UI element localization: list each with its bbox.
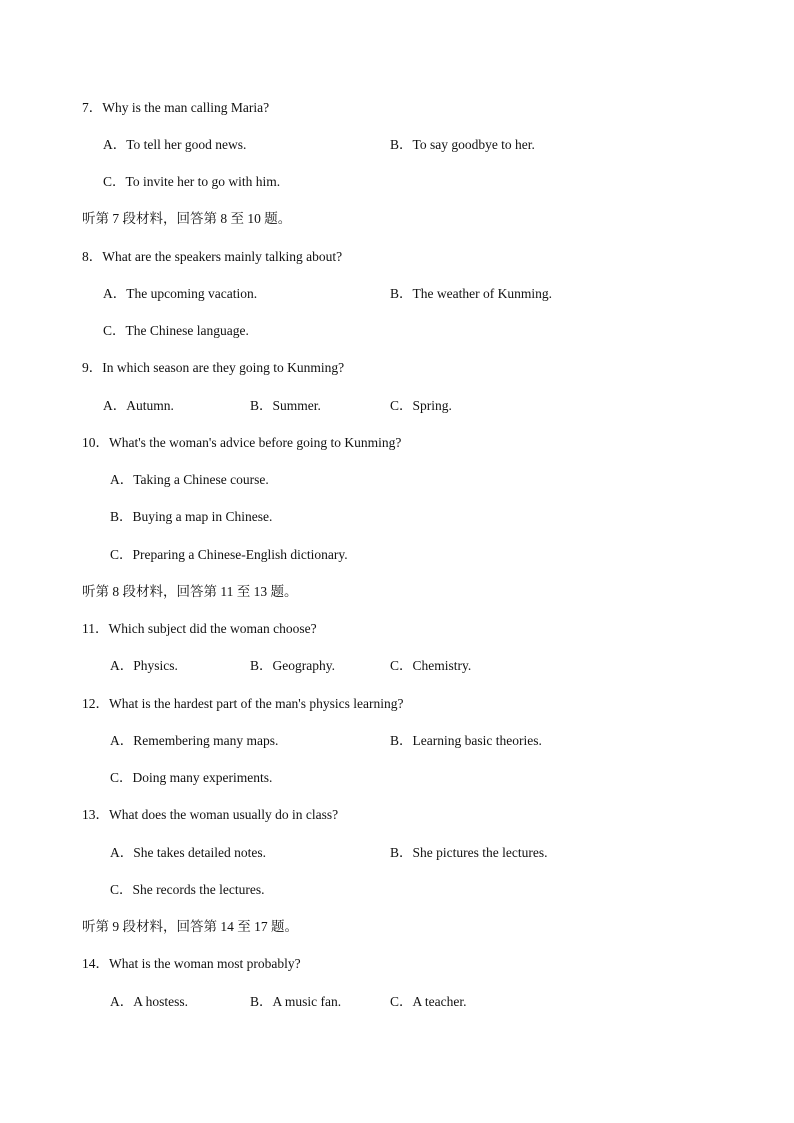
option-label: A． bbox=[103, 398, 127, 413]
question-number: 14． bbox=[82, 956, 109, 971]
answer-option-b[interactable] bbox=[390, 286, 552, 302]
question-text: What is the hardest part of the man's physics learning? bbox=[109, 696, 404, 711]
answer-option-b[interactable] bbox=[250, 994, 341, 1010]
answer-option-a[interactable] bbox=[110, 658, 178, 674]
option-text: Summer. bbox=[272, 398, 321, 413]
answer-option-c[interactable] bbox=[390, 994, 467, 1010]
question-stem bbox=[82, 807, 338, 823]
option-label: B． bbox=[250, 994, 273, 1009]
option-text: Taking a Chinese course. bbox=[133, 472, 269, 487]
question-text: What is the woman most probably? bbox=[109, 956, 301, 971]
question-text: In which season are they going to Kunming? bbox=[102, 360, 345, 375]
question-stem bbox=[82, 100, 269, 116]
option-text: Remembering many maps. bbox=[133, 733, 279, 748]
option-text: She records the lectures. bbox=[132, 882, 265, 897]
option-text: To say goodbye to her. bbox=[412, 137, 535, 152]
option-text: To invite her to go with him. bbox=[125, 174, 281, 189]
question-stem bbox=[82, 621, 317, 637]
answer-option-c[interactable] bbox=[110, 882, 264, 898]
answer-option-a[interactable] bbox=[110, 472, 269, 488]
answer-option-a[interactable] bbox=[110, 994, 188, 1010]
option-text: Preparing a Chinese-English dictionary. bbox=[132, 547, 348, 562]
option-text: Doing many experiments. bbox=[132, 770, 273, 785]
answer-option-a[interactable] bbox=[110, 733, 278, 749]
option-text: Chemistry. bbox=[412, 658, 472, 673]
option-text: Geography. bbox=[272, 658, 335, 673]
question-text: Why is the man calling Maria? bbox=[102, 100, 270, 115]
question-text: What are the speakers mainly talking about? bbox=[102, 249, 343, 264]
answer-option-c[interactable] bbox=[110, 547, 348, 563]
option-label: B． bbox=[250, 398, 273, 413]
answer-option-a[interactable] bbox=[103, 286, 257, 302]
option-text: Spring. bbox=[412, 398, 452, 413]
question-text: Which subject did the woman choose? bbox=[108, 621, 317, 636]
question-number: 12． bbox=[82, 696, 109, 711]
option-label: A． bbox=[110, 472, 134, 487]
question-stem bbox=[82, 956, 301, 972]
question-stem bbox=[82, 696, 403, 712]
option-label: A． bbox=[103, 286, 127, 301]
answer-option-c[interactable] bbox=[390, 398, 452, 414]
answer-option-a[interactable] bbox=[110, 845, 266, 861]
answer-option-b[interactable] bbox=[390, 845, 547, 861]
option-text: Physics. bbox=[133, 658, 178, 673]
option-label: A． bbox=[103, 137, 127, 152]
option-label: C． bbox=[390, 658, 413, 673]
option-text: She takes detailed notes. bbox=[133, 845, 266, 860]
option-text: The upcoming vacation. bbox=[126, 286, 258, 301]
option-label: C． bbox=[103, 174, 126, 189]
option-text: Autumn. bbox=[126, 398, 174, 413]
section-instruction: 听第 9 段材料，回答第 14 至 17 题。 bbox=[82, 919, 298, 934]
option-label: B． bbox=[390, 845, 413, 860]
option-label: A． bbox=[110, 733, 134, 748]
option-label: C． bbox=[390, 994, 413, 1009]
option-text: She pictures the lectures. bbox=[412, 845, 548, 860]
option-label: B． bbox=[390, 733, 413, 748]
question-number: 9． bbox=[82, 360, 103, 375]
answer-option-a[interactable] bbox=[103, 137, 246, 153]
answer-option-a[interactable] bbox=[103, 398, 174, 414]
option-text: Learning basic theories. bbox=[412, 733, 542, 748]
question-number: 11． bbox=[82, 621, 109, 636]
answer-option-b[interactable] bbox=[110, 509, 272, 525]
option-label: C． bbox=[390, 398, 413, 413]
option-label: C． bbox=[110, 882, 133, 897]
answer-option-b[interactable] bbox=[250, 398, 321, 414]
question-number: 13． bbox=[82, 807, 109, 822]
answer-option-b[interactable] bbox=[390, 137, 535, 153]
question-number: 7． bbox=[82, 100, 103, 115]
option-text: A teacher. bbox=[412, 994, 467, 1009]
question-stem bbox=[82, 435, 401, 451]
question-text: What's the woman's advice before going to Kunming? bbox=[109, 435, 402, 450]
answer-option-c[interactable] bbox=[103, 323, 249, 339]
question-number: 8． bbox=[82, 249, 103, 264]
option-label: B． bbox=[250, 658, 273, 673]
option-label: A． bbox=[110, 658, 134, 673]
option-text: To tell her good news. bbox=[126, 137, 247, 152]
answer-option-b[interactable] bbox=[390, 733, 542, 749]
option-label: B． bbox=[110, 509, 133, 524]
option-label: B． bbox=[390, 137, 413, 152]
option-text: Buying a map in Chinese. bbox=[132, 509, 273, 524]
section-instruction: 听第 8 段材料，回答第 11 至 13 题。 bbox=[82, 584, 298, 599]
question-number: 10． bbox=[82, 435, 109, 450]
option-text: The Chinese language. bbox=[125, 323, 249, 338]
answer-option-c[interactable] bbox=[110, 770, 272, 786]
option-label: A． bbox=[110, 845, 134, 860]
option-text: The weather of Kunming. bbox=[412, 286, 552, 301]
answer-option-b[interactable] bbox=[250, 658, 335, 674]
option-text: A music fan. bbox=[272, 994, 342, 1009]
option-label: B． bbox=[390, 286, 413, 301]
question-text: What does the woman usually do in class? bbox=[109, 807, 339, 822]
option-label: C． bbox=[110, 547, 133, 562]
option-label: C． bbox=[103, 323, 126, 338]
option-label: A． bbox=[110, 994, 134, 1009]
section-instruction: 听第 7 段材料，回答第 8 至 10 题。 bbox=[82, 211, 292, 226]
answer-option-c[interactable] bbox=[390, 658, 471, 674]
question-stem bbox=[82, 360, 344, 376]
option-label: C． bbox=[110, 770, 133, 785]
option-text: A hostess. bbox=[133, 994, 189, 1009]
answer-option-c[interactable] bbox=[103, 174, 280, 190]
question-stem bbox=[82, 249, 342, 265]
